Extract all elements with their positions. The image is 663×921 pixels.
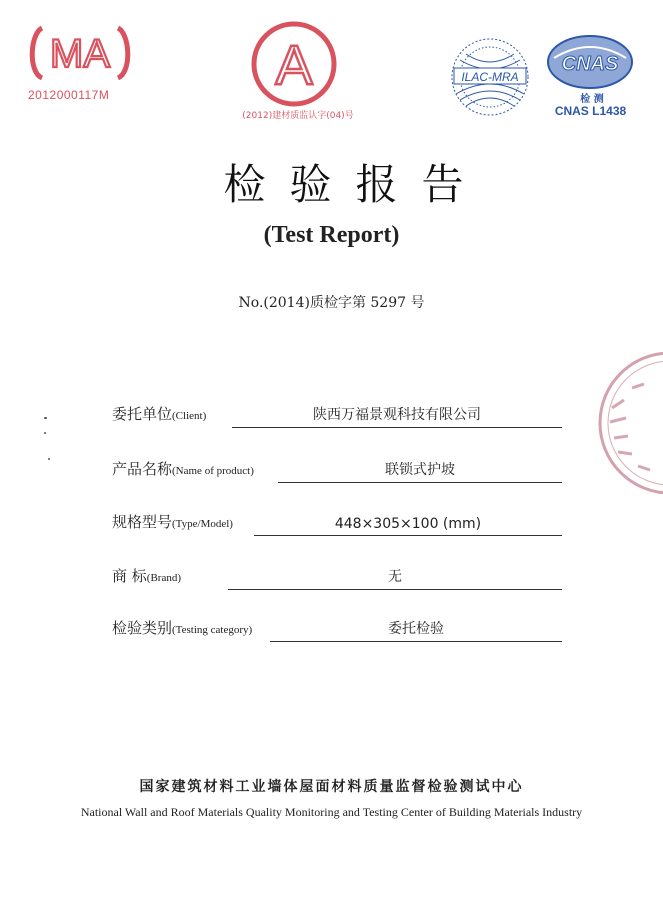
footer-org-cn: 国家建筑材料工业墙体屋面材料质量监督检验测试中心 — [139, 779, 524, 795]
field-brand — [112, 562, 562, 590]
cal-code: (2012)建材质监认字(04)号 — [242, 111, 354, 121]
cma-code: 2012000117M — [28, 88, 110, 102]
field-type-model-label: 规格型号(Type/Model) — [112, 513, 233, 531]
field-product-name-underline — [278, 482, 562, 483]
cma-logo — [28, 22, 132, 84]
field-type-model — [112, 508, 562, 536]
cma-mark-text: MA — [50, 32, 110, 76]
field-client-label: 委托单位(Client) — [112, 405, 207, 423]
field-product-name-value: 联锁式护坡 — [385, 462, 455, 478]
cnas-mark-text: CNAS — [561, 53, 619, 75]
field-testing-category-underline — [270, 641, 562, 642]
field-client-value: 陕西万福景观科技有限公司 — [313, 407, 481, 423]
cnas-sub: 检 测 — [580, 94, 604, 105]
field-product-name-label: 产品名称(Name of product) — [112, 460, 254, 478]
field-client-underline — [232, 427, 562, 428]
cal-logo — [244, 14, 344, 110]
field-product-name — [112, 455, 562, 483]
field-client — [112, 400, 562, 428]
report-number: No.(2014)质检字第 5297 号 — [238, 295, 425, 311]
footer-org-en: National Wall and Roof Materials Quality Monitoring and Testing Center of Building Materials Industry — [80, 805, 583, 819]
field-brand-label: 商 标(Brand) — [112, 567, 181, 585]
cnas-logo — [544, 32, 636, 94]
ilac-mra-logo — [440, 34, 540, 120]
field-type-model-underline — [254, 535, 562, 536]
field-testing-category — [112, 614, 562, 642]
field-brand-value: 无 — [388, 569, 402, 585]
page-subtitle: (Test Report) — [263, 222, 400, 248]
field-testing-category-value: 委托检验 — [388, 621, 444, 637]
page-title: 检验报告 — [223, 160, 488, 209]
ilac-mark-text: ILAC-MRA — [461, 70, 519, 84]
field-brand-underline — [228, 589, 562, 590]
scan-speck — [44, 432, 46, 434]
seal-stamp — [588, 348, 663, 498]
field-testing-category-label: 检验类别(Testing category) — [112, 619, 253, 637]
scan-speck — [44, 417, 47, 419]
cnas-code: CNAS L1438 — [554, 104, 627, 118]
cal-mark-text: A — [275, 33, 313, 96]
field-type-model-value: 448×305×100 (mm) — [334, 516, 482, 532]
scan-speck — [48, 458, 50, 460]
